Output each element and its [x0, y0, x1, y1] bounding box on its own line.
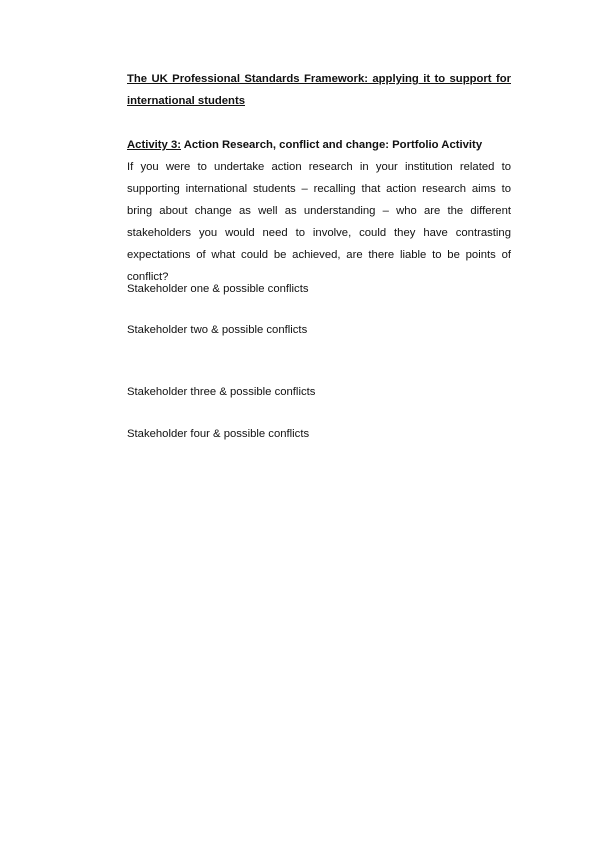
activity-label: Activity 3:: [127, 139, 181, 151]
activity-heading: [127, 134, 511, 156]
document-title: The UK Professional Standards Framework: applying it to support for international students: [127, 73, 511, 107]
stakeholder-three-prompt: Stakeholder three & possible conflicts: [127, 386, 316, 398]
intro-paragraph: If you were to undertake action research in your institution related to supporting international students – recalling that action research aims to bring about change as well as understanding – who are the different stakeholders you would need to involve, could they have contrasting expectations of what could be achieved, are there liable to be points of conflict?: [127, 161, 511, 283]
stakeholder-one-prompt: Stakeholder one & possible conflicts: [127, 283, 309, 295]
activity-title: Action Research, conflict and change: Portfolio Activity: [183, 139, 483, 151]
stakeholder-four-prompt: Stakeholder four & possible conflicts: [127, 428, 310, 440]
document-page: [127, 68, 511, 440]
stakeholder-two-prompt: Stakeholder two & possible conflicts: [127, 324, 308, 336]
